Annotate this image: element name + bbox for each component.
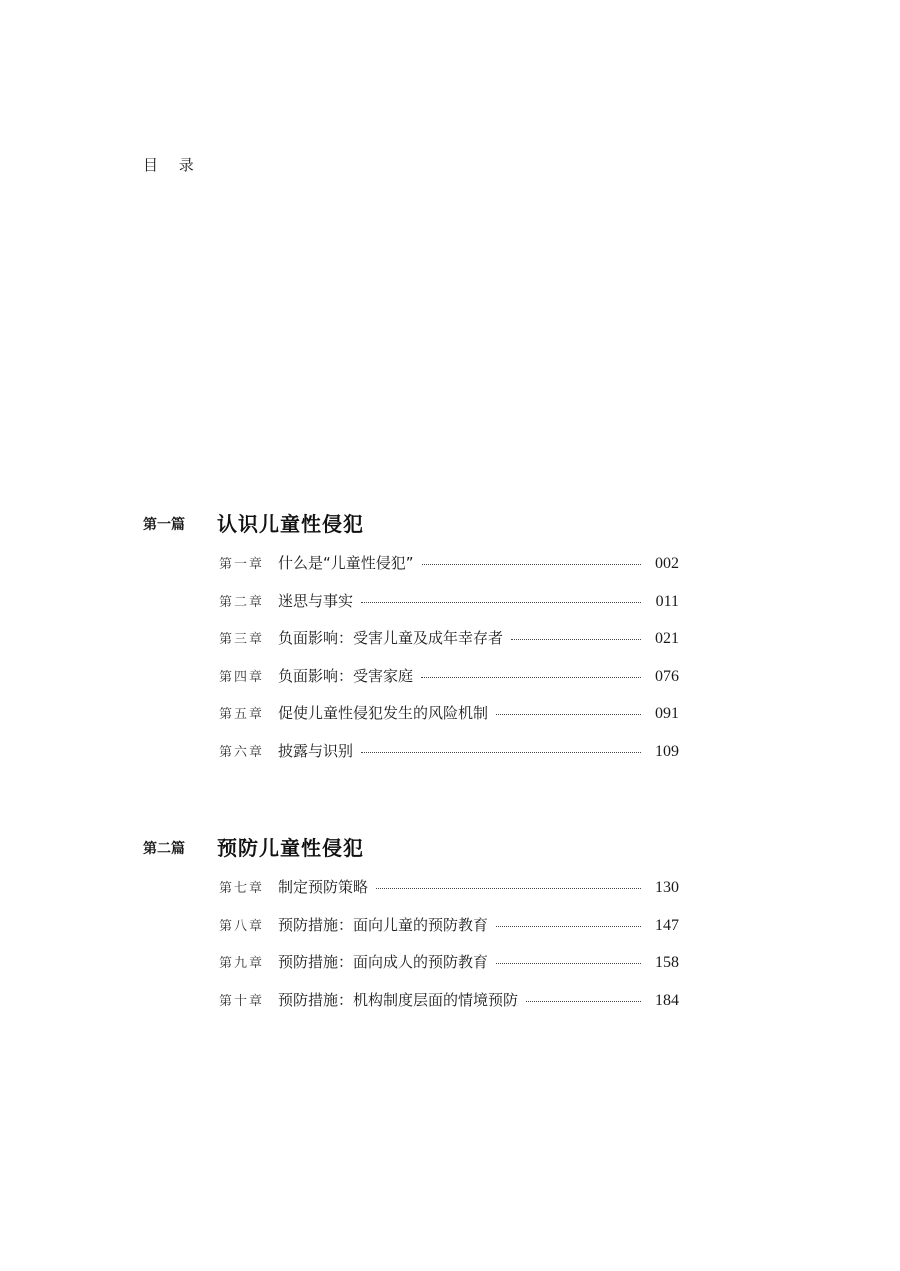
chapter-title: 促使儿童性侵犯发生的风险机制 [278, 704, 489, 722]
chapter-title: 披露与识别 [278, 741, 354, 760]
toc-entry[interactable] [219, 552, 679, 590]
chapter-number: 第一章 [219, 557, 265, 572]
page-number: 130 [655, 879, 679, 896]
chapter-title: 什么是“儿童性侵犯” [278, 554, 414, 572]
dot-leader [422, 564, 641, 565]
toc-heading: 目 录 [143, 156, 202, 174]
part-header [143, 508, 683, 538]
toc-entry[interactable] [219, 876, 679, 914]
dot-leader [496, 714, 641, 715]
dot-leader [361, 752, 641, 753]
dot-leader [376, 888, 641, 889]
chapter-number: 第八章 [219, 918, 265, 934]
chapter-number: 第十章 [219, 993, 265, 1009]
page-number: 109 [655, 742, 679, 760]
chapter-list [219, 552, 679, 777]
chapter-number: 第二章 [219, 594, 265, 610]
chapter-title: 负面影响：受害家庭 [278, 666, 414, 685]
part-one [143, 508, 683, 777]
chapter-title: 制定预防策略 [278, 878, 369, 896]
toc-entry[interactable] [219, 951, 679, 989]
toc-entry[interactable] [219, 702, 679, 740]
chapter-title: 预防措施：面向成人的预防教育 [278, 953, 489, 971]
dot-leader [421, 677, 641, 678]
chapter-number: 第九章 [219, 956, 265, 971]
toc-entry[interactable] [219, 989, 679, 1027]
dot-leader [511, 639, 641, 640]
chapter-title: 预防措施：机构制度层面的情境预防 [278, 990, 519, 1009]
dot-leader [361, 602, 641, 603]
page-number: 091 [655, 705, 679, 722]
toc-entry[interactable] [219, 914, 679, 952]
part-label: 第一篇 [143, 517, 185, 533]
page-number: 184 [655, 991, 679, 1009]
chapter-number: 第六章 [219, 744, 265, 760]
chapter-title: 负面影响：受害儿童及成年幸存者 [278, 629, 504, 647]
chapter-number: 第三章 [219, 632, 265, 647]
dot-leader [526, 1001, 641, 1002]
toc-entry[interactable] [219, 665, 679, 703]
page-number: 147 [655, 916, 679, 934]
part-title: 认识儿童性侵犯 [217, 512, 364, 536]
part-title: 预防儿童性侵犯 [217, 836, 364, 860]
dot-leader [496, 926, 641, 927]
page-number: 011 [655, 592, 679, 610]
chapter-number: 第四章 [219, 669, 265, 685]
chapter-title: 迷思与事实 [278, 591, 354, 610]
chapter-number: 第五章 [219, 707, 265, 722]
part-label: 第二篇 [143, 841, 185, 857]
part-two [143, 832, 683, 1026]
toc-entry[interactable] [219, 590, 679, 628]
page-number: 021 [655, 630, 679, 647]
dot-leader [496, 963, 641, 964]
chapter-title: 预防措施：面向儿童的预防教育 [278, 915, 489, 934]
part-header [143, 832, 683, 862]
toc-entry[interactable] [219, 740, 679, 778]
chapter-list [219, 876, 679, 1026]
toc-entry[interactable] [219, 627, 679, 665]
page-number: 158 [655, 954, 679, 971]
page-number: 002 [655, 555, 679, 572]
chapter-number: 第七章 [219, 881, 265, 896]
page-number: 076 [655, 667, 679, 685]
